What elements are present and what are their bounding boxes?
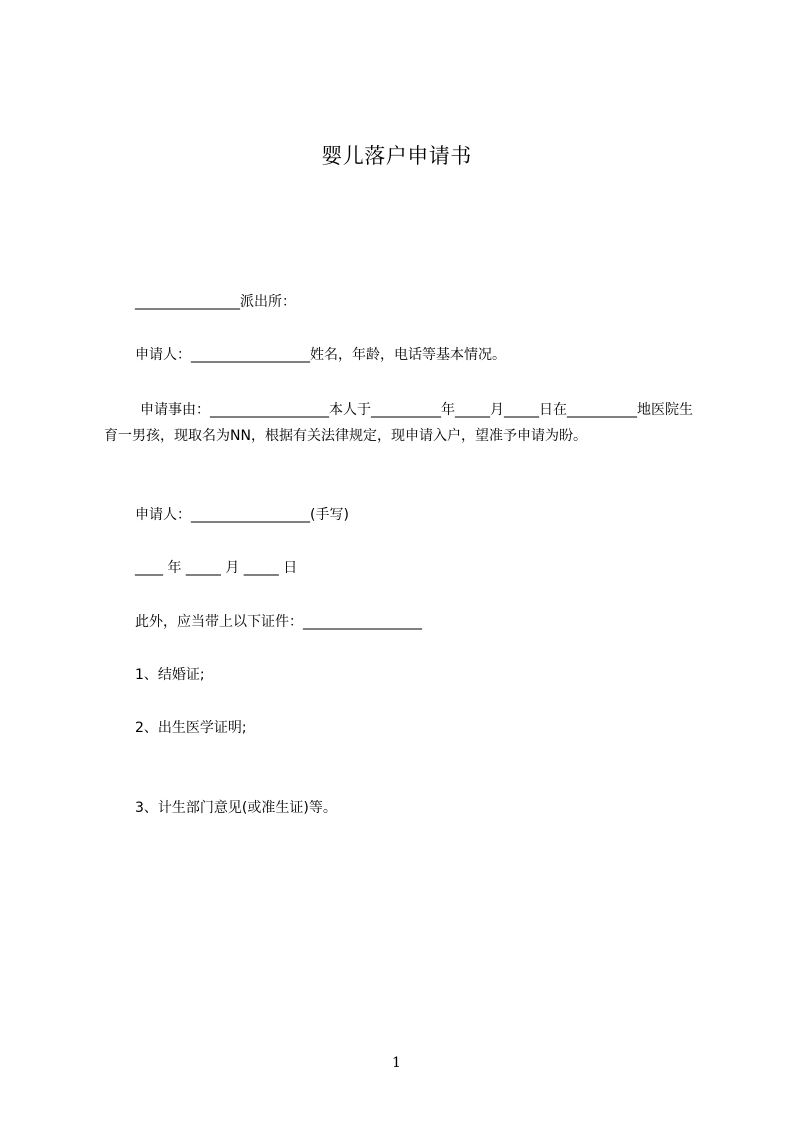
applicant-info-line: 申请人：_________________姓名，年龄，电话等基本情况。 [135,347,506,363]
required-documents-intro: 此外，应当带上以下证件：_________________ [135,614,422,630]
police-station-line: _______________派出所： [135,294,296,310]
required-document-item: 2、出生医学证明; [135,720,247,736]
date-line: ____ 年 _____ 月 _____ 日 [135,560,298,576]
document-title: 婴儿落户申请书 [321,144,472,168]
required-document-item: 3、计生部门意见(或准生证)等。 [135,800,337,816]
applicant-signature-line: 申请人：_________________(手写) [135,507,349,523]
application-reason-paragraph: 申请事由：_________________本人于__________年_____月_____日在__________地医院生育一男孩，现取名为NN，根据有关法律规定，现申请入户，望准予申请为盼。 [104,402,693,444]
page-number: 1 [392,1055,401,1071]
required-document-item: 1、结婚证; [135,667,205,683]
